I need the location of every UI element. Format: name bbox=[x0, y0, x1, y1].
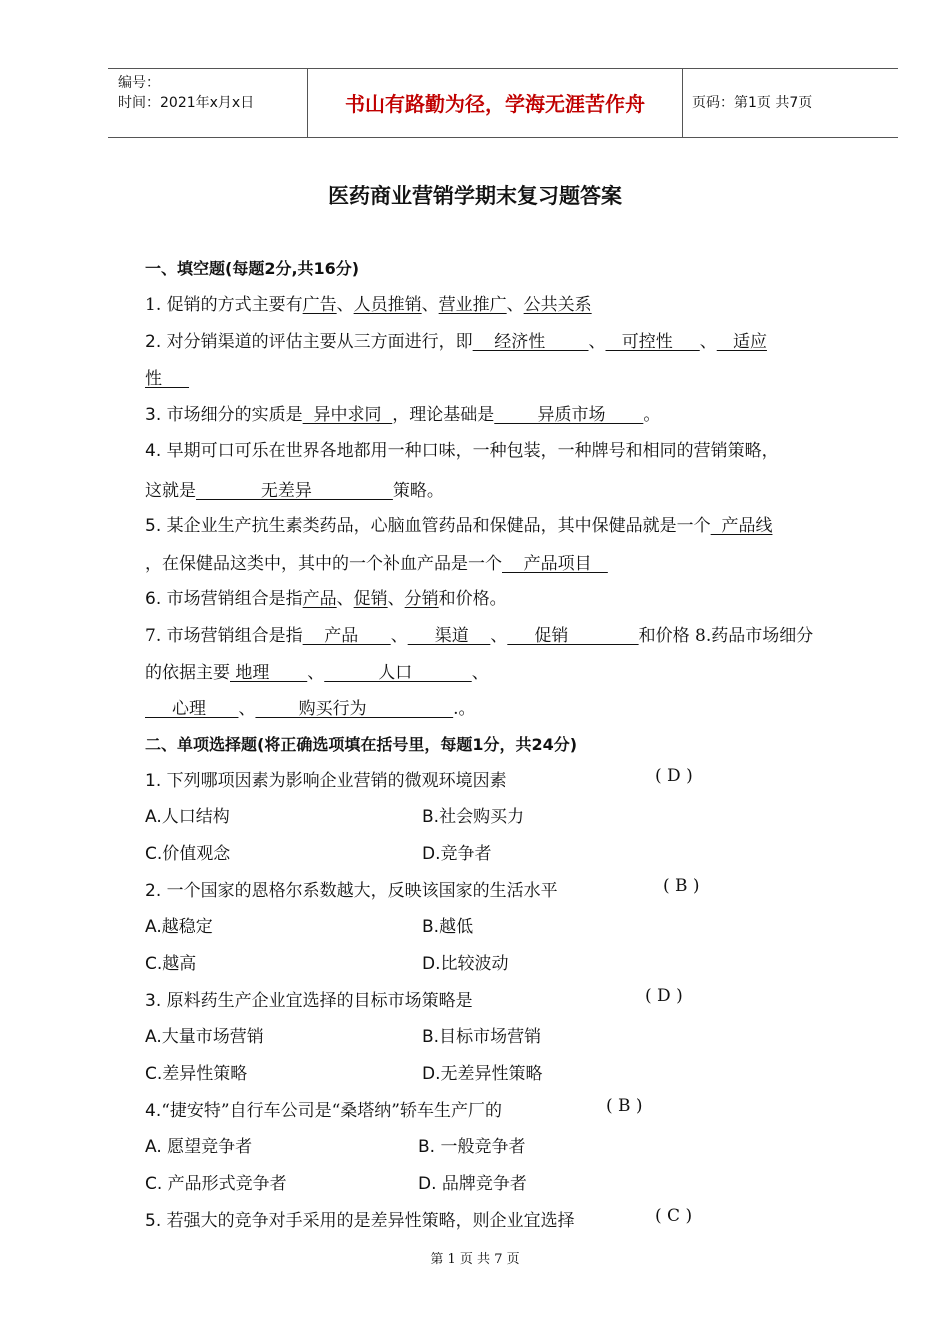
answer-blank: 分销 bbox=[404, 589, 439, 609]
option-text: 竞争者 bbox=[440, 844, 492, 864]
answer-blank: 可控性 bbox=[605, 332, 700, 352]
option-c bbox=[145, 949, 196, 974]
answer-blank: 性 bbox=[145, 369, 190, 389]
q-text: 。 bbox=[643, 405, 661, 425]
option-letter: C. bbox=[145, 954, 163, 974]
option-text: 无差异性策略 bbox=[440, 1064, 543, 1084]
time-label: 时间：2021年x月x日 bbox=[118, 95, 255, 111]
option-letter: A. bbox=[145, 807, 162, 827]
option-d bbox=[422, 839, 492, 864]
q-num: 2. bbox=[145, 881, 162, 901]
answer-bracket: ( B ) bbox=[663, 876, 700, 896]
option-letter: C. bbox=[145, 1174, 163, 1194]
option-letter: D. bbox=[418, 1174, 437, 1194]
answer-blank: 异中求同 bbox=[302, 405, 393, 425]
separator: 、 bbox=[421, 295, 439, 315]
question-1-8-cont bbox=[145, 694, 476, 719]
option-d bbox=[422, 949, 509, 974]
option-b bbox=[418, 1132, 525, 1157]
option-text: 价值观念 bbox=[162, 844, 231, 864]
q-text: 的依据主要 bbox=[145, 663, 230, 683]
option-letter: B. bbox=[422, 1027, 440, 1047]
q-text: .。 bbox=[453, 699, 476, 719]
header-motto: 书山有路勤为径，学海无涯苦作舟 bbox=[308, 69, 683, 137]
q-text: 对分销渠道的评估主要从三方面进行，即 bbox=[161, 332, 473, 352]
q-text: 这就是 bbox=[145, 481, 196, 501]
option-c bbox=[145, 839, 230, 864]
question-1-4 bbox=[145, 436, 779, 461]
answer-blank: 公共关系 bbox=[523, 295, 592, 315]
q-num: 4. bbox=[145, 441, 162, 461]
option-text: 社会购买力 bbox=[439, 807, 525, 827]
q-text: 市场细分的实质是 bbox=[161, 405, 303, 425]
q-text: 促销的方式主要有 bbox=[161, 295, 303, 315]
option-d bbox=[418, 1169, 527, 1194]
option-text: 一般竞争者 bbox=[435, 1137, 526, 1157]
option-letter: B. bbox=[422, 807, 440, 827]
q-text: 若强大的竞争对手采用的是差异性策略，则企业宜选择 bbox=[161, 1211, 575, 1231]
answer-blank: 广告 bbox=[302, 295, 337, 315]
separator: 、 bbox=[699, 332, 717, 352]
option-a bbox=[145, 912, 213, 937]
option-text: 越低 bbox=[439, 917, 474, 937]
answer-blank: 心理 bbox=[145, 699, 239, 719]
option-text: 目标市场营销 bbox=[439, 1027, 542, 1047]
answer-blank: 促销 bbox=[353, 589, 388, 609]
separator: 、 bbox=[471, 663, 489, 683]
q-num: 2. bbox=[145, 332, 162, 352]
answer-bracket: ( D ) bbox=[645, 986, 683, 1006]
q-text: “捷安特”自行车公司是“桑塔纳”轿车生产厂的 bbox=[161, 1101, 502, 1121]
option-d bbox=[422, 1059, 543, 1084]
q-text: 市场营销组合是指 bbox=[161, 626, 303, 646]
question-2-4 bbox=[145, 1096, 502, 1121]
option-text: 产品形式竞争者 bbox=[162, 1174, 287, 1194]
q-text: 市场营销组合是指 bbox=[161, 589, 303, 609]
q-text: ，在保健品这类中，其中的一个补血产品是一个 bbox=[145, 554, 502, 574]
question-1-6 bbox=[145, 584, 507, 609]
q-num: 1. bbox=[145, 295, 162, 315]
question-1-3 bbox=[145, 400, 660, 425]
option-text: 比较波动 bbox=[440, 954, 509, 974]
q-text: 一个国家的恩格尔系数越大，反映该国家的生活水平 bbox=[161, 881, 558, 901]
option-letter: B. bbox=[418, 1137, 436, 1157]
answer-blank: 产品线 bbox=[710, 516, 773, 536]
separator: 、 bbox=[506, 295, 524, 315]
answer-blank: 产品项目 bbox=[502, 554, 608, 574]
answer-bracket: ( D ) bbox=[655, 766, 693, 786]
separator: 、 bbox=[490, 626, 508, 646]
q-num: 1. bbox=[145, 771, 162, 791]
option-letter: A. bbox=[145, 917, 162, 937]
q-text: ，理论基础是 bbox=[392, 405, 495, 425]
q-text: 某企业生产抗生素类药品，心脑血管药品和保健品，其中保健品就是一个 bbox=[161, 516, 711, 536]
question-1-5-cont bbox=[145, 549, 608, 574]
option-letter: D. bbox=[422, 954, 441, 974]
q-num: 3. bbox=[145, 991, 162, 1011]
page-header bbox=[108, 68, 898, 138]
option-letter: A. bbox=[145, 1137, 162, 1157]
question-2-5 bbox=[145, 1206, 575, 1231]
answer-blank: 产品 bbox=[302, 626, 391, 646]
answer-blank: 适应 bbox=[716, 332, 767, 352]
answer-blank: 地理 bbox=[230, 663, 308, 683]
question-1-5 bbox=[145, 511, 772, 536]
number-label: 编号： bbox=[118, 75, 160, 91]
answer-blank: 营业推广 bbox=[438, 295, 507, 315]
option-text: 品牌竞争者 bbox=[436, 1174, 527, 1194]
question-1-7 bbox=[145, 621, 813, 646]
q-text: 和价格。 bbox=[438, 589, 507, 609]
section1-heading: 一、填空题(每题2分,共16分) bbox=[145, 259, 360, 278]
option-letter: D. bbox=[422, 1064, 441, 1084]
section2-heading: 二、单项选择题(将正确选项填在括号里，每题1分，共24分) bbox=[145, 735, 578, 754]
document-title: 医药商业营销学期末复习题答案 bbox=[328, 184, 622, 208]
option-a bbox=[145, 802, 230, 827]
answer-blank: 渠道 bbox=[407, 626, 491, 646]
q-text: 下列哪项因素为影响企业营销的微观环境因素 bbox=[161, 771, 507, 791]
option-c bbox=[145, 1059, 247, 1084]
option-c bbox=[145, 1169, 287, 1194]
separator: 、 bbox=[238, 699, 256, 719]
answer-blank: 促销 bbox=[507, 626, 639, 646]
option-letter: A. bbox=[145, 1027, 162, 1047]
answer-blank: 经济性 bbox=[472, 332, 589, 352]
separator: 、 bbox=[390, 626, 408, 646]
header-page-info: 页码：第1页 共7页 bbox=[692, 95, 813, 111]
option-letter: B. bbox=[422, 917, 440, 937]
question-1-1 bbox=[145, 290, 592, 315]
question-1-4-cont bbox=[145, 476, 444, 501]
option-text: 大量市场营销 bbox=[161, 1027, 264, 1047]
option-text: 人口结构 bbox=[161, 807, 230, 827]
q-text: 早期可口可乐在世界各地都用一种口味，一种包装，一种牌号和相同的营销策略， bbox=[161, 441, 779, 461]
question-1-8 bbox=[145, 658, 489, 683]
answer-blank: 产品 bbox=[302, 589, 337, 609]
q-num: 6. bbox=[145, 589, 162, 609]
page-footer: 第 1 页 共 7 页 bbox=[430, 1252, 520, 1267]
question-1-2-cont bbox=[145, 364, 189, 389]
option-a bbox=[145, 1022, 264, 1047]
q-text: 策略。 bbox=[392, 481, 444, 501]
q-num: 5. bbox=[145, 516, 162, 536]
q-num: 7. bbox=[145, 626, 162, 646]
option-letter: D. bbox=[422, 844, 441, 864]
answer-blank: 异质市场 bbox=[494, 405, 644, 425]
answer-bracket: ( B ) bbox=[606, 1096, 643, 1116]
separator: 、 bbox=[336, 295, 354, 315]
option-text: 愿望竞争者 bbox=[161, 1137, 253, 1157]
q-num: 4. bbox=[145, 1101, 162, 1121]
q-text: 原料药生产企业宜选择的目标市场策略是 bbox=[161, 991, 473, 1011]
separator: 、 bbox=[387, 589, 405, 609]
option-letter: C. bbox=[145, 844, 163, 864]
question-2-3 bbox=[145, 986, 473, 1011]
question-2-2 bbox=[145, 876, 558, 901]
question-2-1 bbox=[145, 766, 507, 791]
separator: 、 bbox=[307, 663, 325, 683]
separator: 、 bbox=[336, 589, 354, 609]
answer-blank: 购买行为 bbox=[255, 699, 454, 719]
option-text: 越高 bbox=[162, 954, 197, 974]
option-b bbox=[422, 912, 473, 937]
question-1-2 bbox=[145, 327, 767, 352]
option-b bbox=[422, 802, 524, 827]
option-a bbox=[145, 1132, 252, 1157]
answer-blank: 人口 bbox=[324, 663, 472, 683]
answer-blank: 无差异 bbox=[196, 481, 393, 501]
q-text: 和价格 8.药品市场细分 bbox=[638, 626, 814, 646]
option-text: 越稳定 bbox=[161, 917, 213, 937]
answer-bracket: ( C ) bbox=[655, 1206, 693, 1226]
q-num: 5. bbox=[145, 1211, 162, 1231]
option-b bbox=[422, 1022, 541, 1047]
answer-blank: 人员推销 bbox=[353, 295, 422, 315]
header-info-cell bbox=[108, 69, 308, 137]
separator: 、 bbox=[588, 332, 606, 352]
option-text: 差异性策略 bbox=[162, 1064, 248, 1084]
option-letter: C. bbox=[145, 1064, 163, 1084]
q-num: 3. bbox=[145, 405, 162, 425]
